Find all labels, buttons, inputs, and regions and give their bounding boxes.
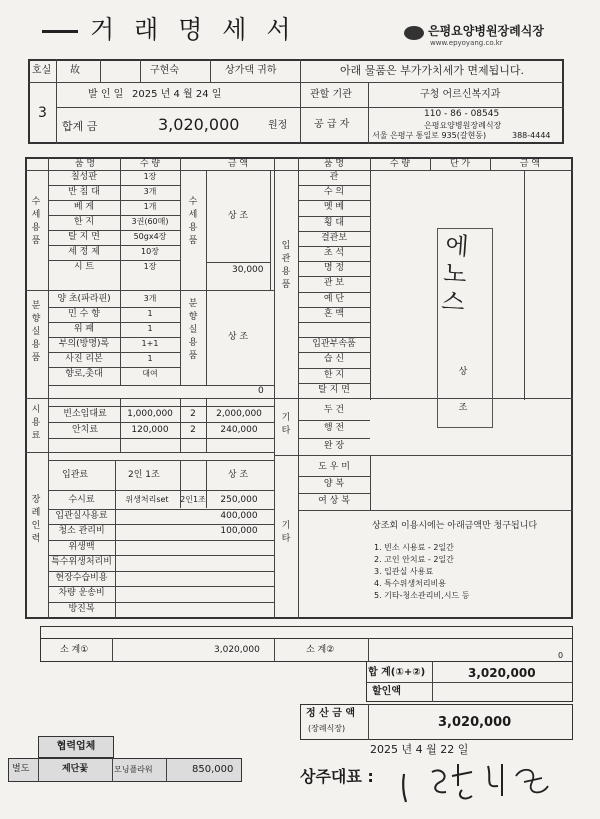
funeral-item-amount: 250,000 (220, 495, 258, 505)
coffin-fee-value: 상 조 (227, 470, 249, 480)
burial-item-name: 베 게 (73, 202, 95, 212)
section-etc: 기타 (281, 413, 291, 436)
coffin-item-name: 명 정 (323, 263, 345, 274)
org-name: 은평요양병원장례식장 (428, 24, 544, 38)
burial-item-name: 반 침 대 (68, 187, 100, 197)
mourning-item-qty: 대여 (142, 369, 158, 378)
mourning-item-qty: 1 (147, 324, 153, 333)
etc-item-name: 완 장 (323, 441, 345, 451)
burial-item-qty: 1장 (143, 262, 157, 271)
section-usage: 시용료 (31, 405, 41, 441)
funeral-item-name: 차량 운송비 (58, 588, 105, 598)
notice-title: 상조회 이용시에는 아래금액만 청구됩니다 (372, 521, 538, 531)
coffin-item-name: 초 석 (323, 248, 345, 258)
funeral-item-name: 청소 관리비 (58, 526, 105, 536)
col-qty-header: 수 량 (139, 159, 161, 169)
burial-side-value: 상 조 (227, 211, 249, 221)
burial-item-qty: 10장 (141, 247, 159, 256)
burial-item-name: 칠성판 (70, 172, 98, 182)
usage-item-name: 안치료 (71, 425, 99, 435)
col-unit-r-header: 단 가 (449, 159, 471, 169)
mourning-item-name: 민 수 향 (68, 309, 100, 319)
mourning-item-name: 위 패 (73, 324, 95, 334)
mourning-total: 0 (258, 386, 264, 396)
grand-total-label: 합 계(①+②) (368, 667, 426, 678)
usage-item-unit: 1,000,000 (127, 409, 173, 419)
partner-side: 별도 (12, 764, 30, 774)
mourning-item-qty: 1 (147, 354, 153, 363)
etc2-item-name: 양 복 (323, 479, 345, 489)
notice-line: 2. 고인 안치료 - 2일간 (374, 555, 454, 564)
coffin-item-name: 습 신 (323, 354, 345, 365)
burial-item-name: 탈 지 면 (68, 232, 100, 242)
representative-label: 상주대표 : (300, 767, 374, 786)
partner-title: 협력업체 (56, 741, 96, 752)
funeral-item-amount: 100,000 (220, 526, 258, 536)
funeral-item-name: 특수위생처리비 (51, 557, 112, 567)
settle-sub: (장례식장) (308, 724, 346, 733)
org-url: www.epyoyang.co.kr (430, 39, 503, 47)
mourning-item-qty: 1+1 (141, 339, 159, 348)
col-amount-r-header: 금 액 (519, 159, 541, 169)
section-mourning-side: 분향실용품 (188, 299, 198, 361)
recipient: 상가댁 귀하 (225, 65, 277, 76)
col-qty-r-header: 수 량 (389, 159, 411, 169)
subtotal-band (40, 626, 573, 638)
supplier-tel: 388-4444 (512, 131, 551, 140)
mourning-item-name: 사진 리본 (65, 354, 103, 364)
notice-line: 3. 입관실 사용료 (374, 567, 434, 576)
section-mourning: 분향실용품 (31, 301, 41, 363)
mourning-item-name: 양 초(파라핀) (57, 294, 111, 304)
burial-item-qty: 1개 (143, 202, 157, 211)
col-item-header: 품 명 (74, 159, 96, 169)
col-amount-header: 금 액 (227, 159, 249, 169)
usage-item-name: 빈소임대료 (63, 409, 107, 419)
total-value: 3,020,000 (158, 115, 240, 134)
burial-item-qty: 3권(60매) (131, 217, 169, 226)
room-label: 호실 (32, 65, 52, 76)
burial-total: 30,000 (232, 265, 264, 275)
settle-label: 정 산 금 액 (306, 708, 356, 719)
summary-date: 2025 년 4 월 22 일 (370, 743, 469, 756)
handwritten-enos: 에노스 (440, 231, 470, 317)
funeral-item-name: 수시료 (68, 495, 95, 505)
notice-line: 5. 기타-청소관리비,시드 등 (374, 591, 470, 600)
burial-item-name: 세 정 제 (68, 247, 100, 257)
subtotal-value-1: 3,020,000 (214, 645, 260, 655)
funeral-item-unit: 위생처리set (125, 495, 169, 504)
burial-item-qty: 1장 (143, 172, 157, 181)
funeral-item-amount: 400,000 (220, 510, 258, 521)
coffin-side-text2: 조 (458, 403, 468, 413)
notice-line: 1. 빈소 시용료 - 2일간 (374, 543, 454, 552)
org-logo-icon (404, 26, 424, 40)
agency-label: 관할 기관 (310, 89, 352, 100)
supplier-name: 은평요양병원장례식장 (424, 121, 502, 130)
room-value: 3 (38, 105, 47, 121)
coffin-note-box (437, 228, 493, 428)
col-item-r-header: 품 명 (323, 159, 345, 169)
coffin-item-name: 멧 베 (323, 202, 345, 213)
total-label: 합계 금 (62, 120, 98, 133)
vat-note: 아래 물품은 부가가치세가 면제됩니다. (340, 64, 525, 77)
section-coffin: 입관용품 (281, 241, 291, 290)
coffin-item-name: 횡 대 (323, 217, 345, 228)
grand-total-value: 3,020,000 (468, 666, 536, 680)
usage-item-unit: 120,000 (131, 425, 169, 435)
mourning-side-value: 상 조 (227, 332, 249, 342)
mourning-item-name: 향로,촛대 (65, 369, 103, 379)
notice-line: 4. 특수위생처리비용 (374, 579, 446, 588)
agency-value: 구청 어르신복지과 (420, 89, 501, 100)
section-etc2: 기타 (281, 521, 291, 544)
section-funeral: 장례인력 (31, 495, 41, 544)
title-dash (42, 30, 78, 33)
etc-item-name: 두 건 (323, 405, 345, 415)
coffin-item-name: 관 보 (323, 278, 345, 289)
partner-vendor: 모닝플라워 (114, 765, 153, 774)
usage-item-amount: 240,000 (220, 425, 258, 435)
mourning-item-name: 부의(방명)록 (58, 339, 110, 349)
issue-date: 2025 년 4 월 24 일 (132, 89, 222, 100)
supplier-label: 공 급 자 (314, 119, 350, 130)
usage-item-qty: 2 (190, 425, 196, 435)
deceased-label: 故 (70, 65, 80, 76)
coffin-item-name: 결관보 (320, 232, 348, 243)
burial-item-qty: 50gx4장 (133, 232, 167, 241)
coffin-item-name: 수 의 (323, 187, 345, 198)
coffin-fee-qty: 2인 1조 (128, 470, 160, 480)
coffin-item-name: 한 지 (323, 369, 345, 380)
supplier-regno: 110 - 86 - 08545 (424, 109, 500, 119)
etc-item-name: 행 전 (323, 423, 345, 433)
funeral-item-name: 방진복 (68, 603, 95, 614)
section-burial-supplies: 수세용품 (31, 197, 41, 246)
coffin-item-name: 입관부속품 (312, 339, 356, 350)
total-unit: 원정 (268, 120, 288, 131)
settle-value: 3,020,000 (438, 715, 512, 730)
funeral-item-name: 입관실사용료 (55, 510, 108, 521)
burial-item-qty: 3개 (143, 187, 157, 196)
partner-amount: 850,000 (192, 764, 234, 775)
subtotal-label-1: 소 계① (60, 645, 89, 655)
issue-label: 발 인 일 (88, 89, 124, 100)
usage-item-amount: 2,000,000 (216, 409, 262, 419)
partner-label: 제단꽃 (61, 764, 89, 774)
funeral-item-name: 현장수습비용 (55, 572, 108, 583)
funeral-item-name: 위생백 (68, 541, 95, 552)
etc2-item-name: 도 우 미 (318, 462, 350, 472)
coffin-item-name: 관 (329, 172, 339, 182)
document-title: 거 래 명 세 서 (90, 15, 297, 44)
mourning-item-qty: 3개 (143, 294, 157, 303)
subtotal-label-2: 소 계② (306, 645, 335, 655)
coffin-side-text: 상 (458, 367, 468, 377)
burial-item-name: 한 지 (73, 217, 95, 227)
subtotal-value-2: 0 (558, 651, 564, 660)
deceased-name: 구현숙 (150, 65, 179, 76)
coffin-item-name: 탈 지 면 (318, 384, 350, 395)
coffin-item-name: 예 단 (323, 293, 345, 304)
usage-item-qty: 2 (190, 409, 196, 419)
supplier-addr: 서울 은평구 통일로 935(갈현동) (372, 131, 487, 140)
discount-label: 할인액 (372, 686, 401, 697)
section-burial-side: 수세용품 (188, 197, 198, 246)
mourning-item-qty: 1 (147, 309, 153, 318)
etc2-item-name: 여 상 복 (318, 496, 350, 506)
coffin-fee-name: 입관료 (62, 470, 89, 480)
representative-signature (392, 756, 552, 808)
funeral-item-qty: 2인1조 (180, 495, 206, 504)
coffin-item-name: 혼 백 (323, 308, 345, 319)
burial-item-name: 시 트 (73, 262, 95, 272)
